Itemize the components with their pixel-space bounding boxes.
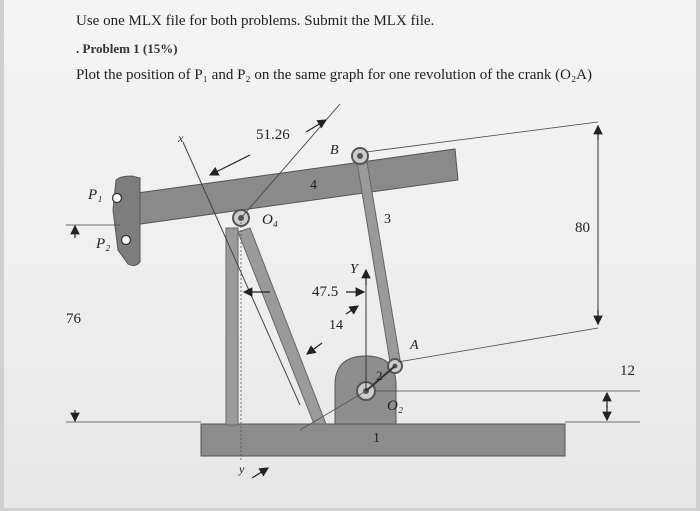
walking-beam: [130, 149, 458, 225]
x-axis-label: x: [178, 131, 184, 145]
y-axis-label: y: [239, 462, 245, 476]
horse-head: [113, 176, 140, 266]
dim-14-label: 14: [329, 318, 343, 333]
dim-14-arrow-bottom: [307, 343, 322, 354]
dim-14-arrow-top: [346, 306, 358, 314]
pivot-O4-label: O₄: [262, 212, 279, 228]
dim-76-label: 76: [66, 311, 81, 327]
point-P1-label: P₁: [88, 187, 103, 203]
problem-statement: Plot the position of P₁ and P₂ on the same graph for one revolution of the crank (O₂A): [76, 67, 593, 83]
frame-leg-diagonal: [238, 228, 326, 424]
ext-line-A: [398, 328, 598, 362]
axis-Y-label: Y: [350, 262, 358, 277]
dim-80-label: 80: [575, 220, 590, 236]
point-B-label: B: [330, 143, 339, 158]
pivot-O2-label: O₂: [387, 398, 404, 414]
dim-51-26-label: 51.26: [256, 127, 290, 143]
problem-heading: . Problem 1 (15%): [76, 41, 178, 56]
ground-base: [201, 424, 565, 456]
dim-51-arrow-right: [306, 120, 326, 132]
point-P1-marker: [113, 194, 122, 203]
dim-51-arrow-left: [210, 155, 250, 175]
link-1-label: 1: [373, 431, 380, 446]
point-P2-label: P₂: [96, 236, 111, 252]
link-4-label: 4: [310, 178, 317, 193]
ext-line-top: [366, 122, 598, 152]
point-P2-marker: [122, 236, 131, 245]
link-3-label: 3: [384, 212, 391, 227]
dim-47-5-label: 47.5: [312, 284, 339, 300]
point-A-label: A: [410, 338, 419, 353]
y-axis-arrow: [252, 468, 268, 478]
instruction-line: Use one MLX file for both problems. Submit the MLX file.: [76, 13, 435, 29]
dim-12-label: 12: [620, 363, 635, 379]
frame-leg-vertical: [226, 228, 238, 425]
link-2-label: 2: [376, 368, 383, 383]
